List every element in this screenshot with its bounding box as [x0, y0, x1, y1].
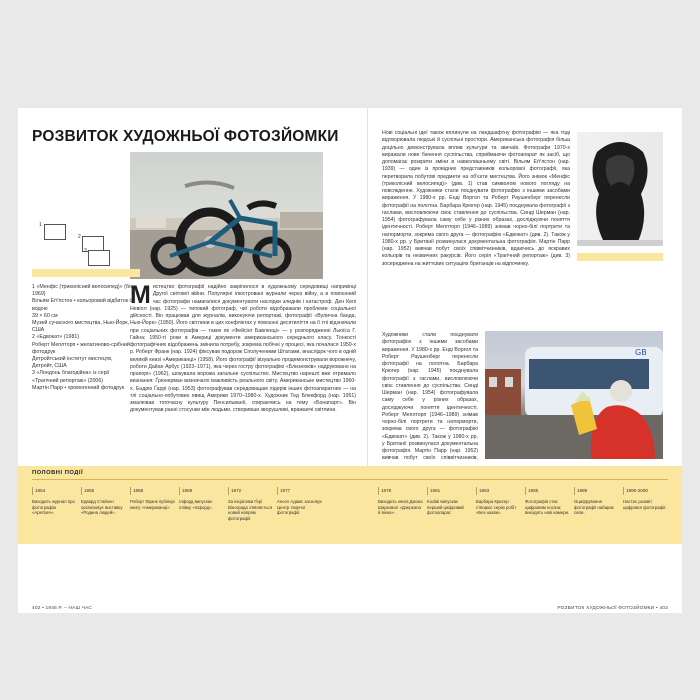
- timeline-year: 1959: [179, 487, 225, 495]
- page-title: РОЗВИТОК ХУДОЖНЬОЇ ФОТОЗЙОМКИ: [32, 128, 339, 145]
- caption-line: Детройтський інститут мистецтв, Детройт, США: [32, 356, 113, 370]
- timeline-year: 1954: [32, 487, 78, 495]
- timeline-band: [18, 466, 682, 544]
- timeline-item: [277, 487, 323, 516]
- timeline-text: Виходить книга Джона Шарковскі «Дзеркала й вікна».: [378, 499, 423, 516]
- caption-highlight-strip: [32, 269, 140, 277]
- timeline-item: [228, 487, 274, 521]
- timeline-item: [623, 487, 667, 510]
- timeline-item: [574, 487, 620, 516]
- body-paragraph: Нові соціальні ідеї також вплинули на ландшафтну фотографію — яка тоді відтворювала людські й суспільні простори. Американська фотографія більш доцільно демонструвала вплив культури та звичаїв. Фотографи 1970-х виражали нове бачення суспільства, сприймаючи фотоапарат як засіб, що допомагає розкрити зміни в навколишньому світі. Вільям Еґґлстон (нар. 1939) — один із провідних представників кольорової фотографії, яка перетворила побутові предмети на об'єкти мистецтва. Його знімок «Менфіс (триколісний велосипед)» (див. 1) став символом нового погляду на повсякденне.: [382, 130, 570, 194]
- key-box-1: [44, 224, 66, 240]
- timeline-year: 1955: [81, 487, 127, 495]
- timeline-text: Роберт Франк публікує книгу «Американці».: [130, 499, 176, 510]
- drop-cap: М: [130, 284, 151, 309]
- caption-line: 3 «Лондонь благодійна» із серії «Трагічний репортаж» (2006): [32, 370, 110, 384]
- timeline-item: [179, 487, 225, 510]
- timeline-text: Настає розквіт цифрової фотографії.: [623, 499, 667, 510]
- body-paragraph: Художники стали поєднувати фотографію з іншими засобами вираження. У 1980-х рр. Енді Воргол та Роберт Раушенберг перенесли фотографії на полотна. Барбара Крюгер (нар. 1945) поєднувала фотографії з гаслами, висловлюючи своє ставлення до суспільства. Синді Шерман (нар. 1954) фотографувала саму себе у різних образах, досліджуючи поняття ідентичності. Роберт Меплторп (1946–1989) знімав чорно-білі портрети та натюрморти, зокрема свого друга — фотографію «Едвокат» (див. 2). Також у 1980-х рр. у Британії розвинулася документальна фотографія. Мартін Парр (нар. 1952) вивчав побут своїх співвітчизників, вдаючись до яскравих кольорів та незвичних ракурсів. Його серія «Трагічний репортаж» (див. 3) зосереджена на життєвих ситуаціях британців на відпочинку.: [382, 188, 570, 267]
- caption-line: Роберт Меплторп • желатиново-срібний фотодрук: [32, 341, 130, 355]
- timeline-year: 1977: [277, 487, 323, 495]
- caption-line: 1 «Менфіс (триколісний велосипед)» (бл. 1969): [32, 284, 134, 298]
- timeline-year: 1989: [574, 487, 620, 495]
- timeline-item: [378, 487, 424, 516]
- timeline-text: Виходить журнал про фотографію «Aperture».: [32, 499, 75, 516]
- timeline-heading: ПОЛОВНІ ПОДІЇ: [32, 470, 84, 476]
- timeline-text: Ілфорд випускає плівку «Ілфорд».: [179, 499, 213, 510]
- caption-line: Музей сучасного мистецтва, Нью-Йорк, США: [32, 320, 130, 334]
- body-paragraph: Художники стали поєднувати фотографію з іншими засобами вираження. У 1980-х рр. Енді Воргол та Роберт Раушенберг перенесли фотографії на полотна. Барбара Крюгер (нар. 1945) поєднувала фотографії з гаслами, висловлюючи своє ставлення до суспільства. Синді Шерман (нар. 1954) фотографувала саму себе у різних образах, досліджуючи поняття ідентичності. Роберт Меплторп (1946–1989) знімав чорно-білі портрети та натюрморти, зокрема свого друга — фотографію «Едвокат» (див. 2). Також у 1980-х рр. у Британії розвинулася документальна фотографія. Мартін Парр (нар. 1952) вивчав побут своїх співвітчизників,: [382, 332, 478, 460]
- captions-block: [32, 284, 134, 392]
- timeline-year: 1981: [427, 487, 473, 495]
- timeline-text: Барбара Крюгер створює серію робіт «Без назви».: [476, 499, 517, 516]
- timeline-rule: [32, 479, 668, 480]
- body-paragraph: истецтво фотографії надійно закріпилося в художньому середовищі наприкінці Другої світової війни. Популярні ілюстровані журнали через війну, а в повоєнний час фотографи намагалися документувати наслідки злиднів і катастроф. Ден Келі Невілл (нар. 1925) — типовий фотограф, чиї роботи відображали проблеми соціальної дійсності. Він працював для журналів, виконуючи репортажі, фотографії «Вулична банда, Нью-Йорк» (1950). Його світлини в цих конфліктах у повоєнні десятиліття на її тлі відзначали при соціальних фотографів — таких як «Фейсінг Бавленці» — у розпорядженні Льюїса Г. Гайна; 1950-ті роки в Америці документи американського середнього класу.: [130, 284, 356, 341]
- woman-with-flowers-photo: [485, 331, 663, 459]
- caption-line: Вільям Еґґлстон • кольоровий відбиток із водою: [32, 298, 134, 312]
- body-column-right-bottom: [382, 332, 478, 460]
- timeline-year: 1958: [130, 487, 176, 495]
- body-paragraph: Тонкості фотографічних відображень змінила потребу, зокрема побічні у процесі, яка почалася 1950-х р. Роберт Франк (нар. 1924) фіксував подорож Сполученими Штатами, внаслідок чого в одній великій книзі «Американці» (1958). Його фотографії візуально продемонстрували ворожнечу, роботи Дайан Арбус (1923–1971), яка через гостру фотографію «Близнюків» надруковано на прапорі» (1962), шокувала ворожа загальне суспільство. Мистецтво нарешті вже отримало визнання: Ґрюнерман визначало важливість реального світу. Американське мистецтво 1960-х. Ендрю Ґаррі (нар. 1953) фотографував середовищам лідерів інших фотоапаратних — на тлі соціально-побутових явищ Америки 1970–1980-х. Художник Тед Блекфорд (нар. 1951) змалював тогочасну культуру Пенсильванії, спираючись на тему «Бонапарт». Він документував ранні стосунки між людьми, створивши зворушливі, вражаючі світлини.: [130, 334, 356, 414]
- sculpture-photo: [577, 132, 663, 246]
- key-number-2: 2: [78, 234, 81, 240]
- svg-text:GB: GB: [635, 348, 647, 357]
- timeline-item: [81, 487, 127, 516]
- timeline-text: Фотографія стає цифровим носієм; виходять нові камери.: [525, 499, 570, 516]
- timeline-text: За ініціативи Ґері Вінограда з'являється новий напрям фотографії.: [228, 499, 273, 521]
- footer-right: РОЗВИТОК ХУДОЖНЬОЇ ФОТОЗЙОМКИ • 403: [557, 606, 668, 611]
- timeline-text: Ансел Адамс засновує Центр творчої фотографії.: [277, 499, 323, 516]
- caption-line: 2 «Едвокат» (1981): [32, 334, 80, 341]
- caption-line: Мартін Парр • хромогенний фотодрук: [32, 384, 125, 391]
- timeline-year: 1983: [476, 487, 522, 495]
- book-spread: [18, 108, 682, 613]
- key-number-3: 3: [84, 248, 87, 254]
- timeline-item: [427, 487, 473, 516]
- photo-highlight-strip: [577, 253, 663, 261]
- timeline-text: Едвард Стайхен організовує виставку «Родина людей».: [81, 499, 123, 516]
- key-box-3: [88, 250, 110, 266]
- caption-line: 39 × 60 см: [32, 312, 58, 319]
- timeline-text: Оцифрування фотографії набирає сили.: [574, 499, 614, 516]
- timeline-item: [476, 487, 522, 516]
- timeline-year: 1972: [228, 487, 274, 495]
- timeline-item: [525, 487, 571, 516]
- body-column-right-top: [382, 130, 570, 326]
- body-column-left: [130, 284, 356, 459]
- timeline-text: Kodak випускає перший цифровий фотоапарат.: [427, 499, 464, 516]
- footer-left: 402 • 1946 Р. – НАШ ЧАС: [32, 606, 93, 611]
- key-number-1: 1: [39, 222, 42, 228]
- timeline-year: 1985: [525, 487, 571, 495]
- tricycle-photo: [130, 152, 323, 279]
- timeline-year: 1990-2000: [623, 487, 667, 495]
- timeline-item: [32, 487, 78, 516]
- timeline-year: 1978: [378, 487, 424, 495]
- timeline-item: [130, 487, 176, 510]
